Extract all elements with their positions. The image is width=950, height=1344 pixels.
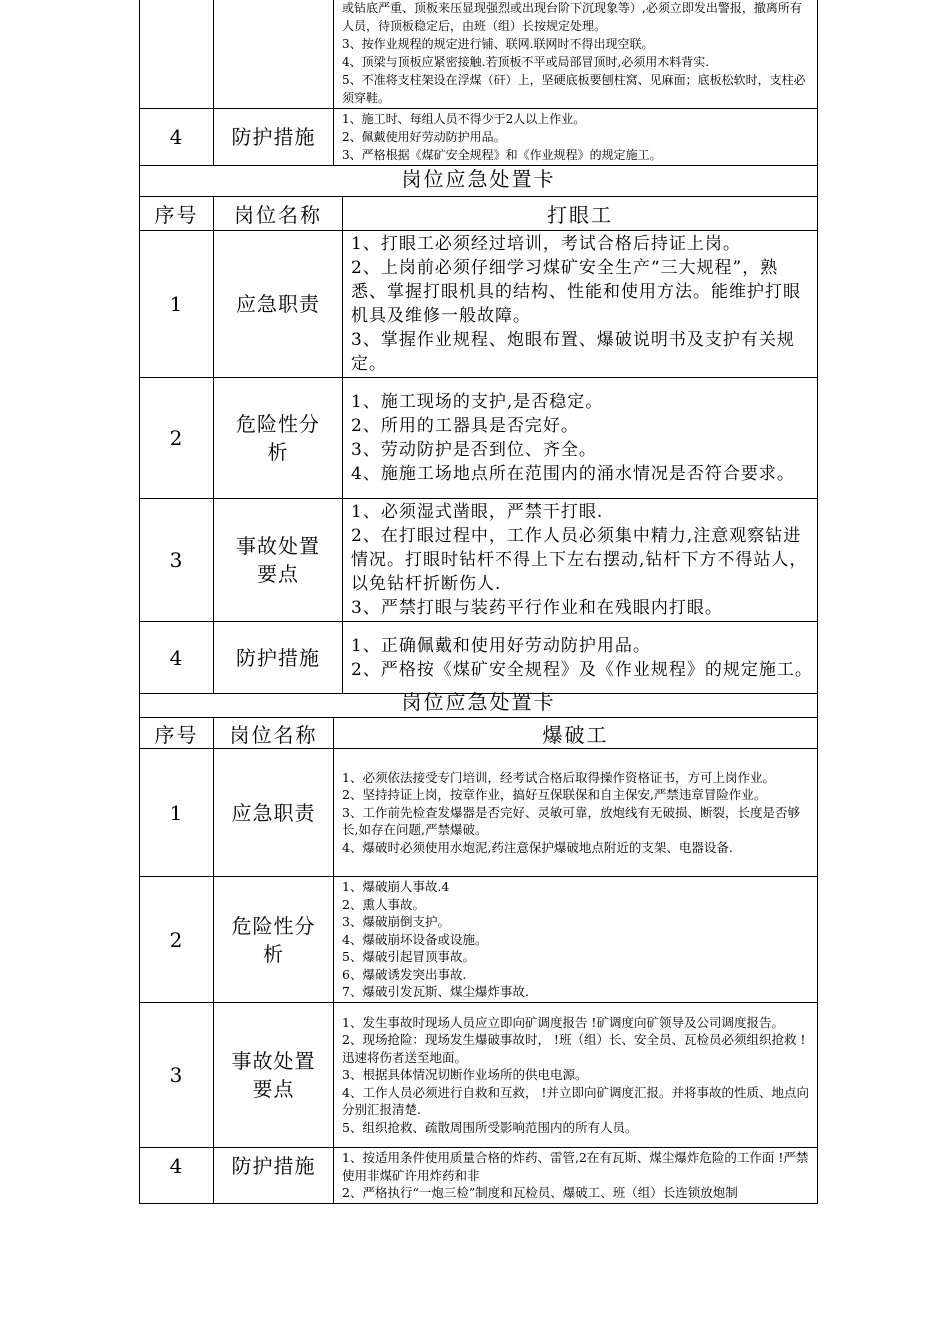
text-line: 1、正确佩戴和使用好劳动防护用品。	[351, 635, 651, 656]
measures-cell	[334, 0, 818, 109]
text-line: 2、在打眼过程中，工作人员必须集中精力,注意观察钻进情况。打眼时钻杆不得上下左右摆动,钻杆下方不得站人，以免钻杆折断伤人.	[351, 526, 808, 594]
text-line: 4、施施工场地点所在范围内的涌水情况是否符合要求。	[351, 464, 795, 484]
table-row	[140, 749, 818, 877]
table-row	[140, 0, 818, 109]
text-line: 2、严格执行“一炮三检”制度和瓦检员、爆破工、班（组）长连锁放炮制	[342, 1185, 738, 1200]
card-blaster	[139, 717, 818, 1204]
column-header-post: 岗位名称	[214, 718, 334, 749]
card-title: 岗位应急处置卡	[139, 688, 818, 717]
text-line: 2、熏人事故。	[342, 896, 425, 912]
post-cell	[214, 0, 334, 109]
row-content	[334, 877, 818, 1003]
text-line: 5、组织抢救、疏散周围所受影响范围内的所有人员。	[342, 1119, 638, 1135]
column-header-number: 序号	[140, 197, 214, 231]
row-number: 2	[140, 378, 214, 499]
text-line: 3、掌握作业规程、炮眼布置、爆破说明书及支护有关规定。	[351, 330, 795, 374]
card-title: 岗位应急处置卡	[139, 163, 818, 196]
row-label: 危险性分析	[214, 877, 334, 1003]
text-line: 2、坚持持证上岗，按章作业，搞好互保联保和自主保安,严禁违章冒险作业。	[342, 787, 767, 803]
row-label: 应急职责	[214, 749, 334, 877]
table-row	[140, 1003, 818, 1148]
row-label: 防护措施	[214, 109, 334, 166]
column-header-post: 岗位名称	[214, 197, 343, 231]
row-number: 3	[140, 1003, 214, 1148]
row-label: 危险性分析	[214, 378, 343, 499]
row-label: 事故处置要点	[214, 1003, 334, 1148]
text-line: 4、工作人员必须进行自救和互救， !并立即向矿调度汇报。并将事故的性质、地点向分别汇报清楚.	[342, 1084, 809, 1118]
row-number: 2	[140, 877, 214, 1003]
text-line: 3、工作前先检查发爆器是否完好、灵敏可靠，放炮线有无破损、断裂，长度是否够长,如存在问题,严禁爆破。	[342, 804, 800, 838]
row-content	[334, 1148, 818, 1204]
text-line: 4、爆破时必须使用水炮泥,药注意保护爆破地点附近的支架、电器设备.	[342, 839, 733, 855]
row-content	[334, 1003, 818, 1148]
row-content	[334, 749, 818, 877]
row-number: 4	[140, 622, 214, 694]
text-line: 4、爆破崩坏设备或设施。	[342, 931, 488, 947]
text-line: 2、现场抢险：现场发生爆破事故时， !班（组）长、安全员、瓦检员必须组织抢救 !迅速将伤者送至地面。	[342, 1032, 806, 1065]
text-line: 2、严格按《煤矿安全规程》及《作业规程》的规定施工。	[351, 659, 813, 680]
row-content	[343, 231, 818, 378]
table-row	[140, 622, 818, 694]
post-title: 爆破工	[334, 718, 818, 749]
post-title: 打眼工	[343, 197, 818, 231]
row-content	[343, 622, 818, 694]
text-line: 5、不准将支柱架设在浮煤（矸）上，坚硬底板要刨柱窝、见麻面；底板松软时，支柱必须穿鞋。	[342, 73, 806, 105]
row-number: 1	[140, 749, 214, 877]
text-line: 1、打眼工必须经过培训，考试合格后持证上岗。	[351, 234, 741, 254]
text-line: 3、根据具体情况切断作业场所的供电电源。	[342, 1067, 588, 1083]
row-number: 1	[140, 231, 214, 378]
table-row	[140, 231, 818, 378]
text-line: 7、爆破引发瓦斯、煤尘爆炸事故.	[342, 984, 529, 1000]
measures-cell	[334, 109, 818, 166]
row-content	[343, 378, 818, 499]
text-line: 1、施工时、每组人员不得少于2人以上作业。	[342, 112, 586, 126]
table-row	[140, 378, 818, 499]
column-header-number: 序号	[140, 718, 214, 749]
card-drill-operator	[139, 196, 818, 694]
text-line: 3、爆破崩倒支护。	[342, 914, 450, 930]
text-line: 2、上岗前必须仔细学习煤矿安全生产“三大规程”，熟悉、掌握打眼机具的结构、性能和使用方法。能维护打眼机具及维修一般故障。	[351, 258, 801, 326]
text-line: 6、爆破诱发突出事故.	[342, 966, 467, 982]
text-line: 5、爆破引起冒顶事故。	[342, 949, 475, 965]
text-line: 1、必须湿式凿眼，严禁干打眼.	[351, 502, 604, 522]
row-number: 3	[140, 499, 214, 622]
text-line: 3、严禁打眼与装药平行作业和在残眼内打眼。	[351, 598, 723, 618]
row-label: 防护措施	[214, 622, 343, 694]
text-line: 3、严格根据《煤矿安全规程》和《作业规程》的规定施工。	[342, 148, 662, 162]
text-line: 3、按作业规程的规定进行铺、联网.联网时不得出现空联。	[342, 37, 654, 51]
table-row	[140, 109, 818, 166]
row-label: 事故处置要点	[214, 499, 343, 622]
table-header-row	[140, 197, 818, 231]
text-line: 1、爆破崩人事故.4	[342, 879, 450, 895]
row-content	[343, 499, 818, 622]
text-line: 3、劳动防护是否到位、齐全。	[351, 440, 597, 460]
table-row	[140, 877, 818, 1003]
text-line: 2、佩戴使用好劳动防护用品。	[342, 130, 506, 144]
text-line: 1、施工现场的支护,是否稳定。	[351, 392, 604, 412]
row-number: 4	[140, 109, 214, 166]
row-label: 应急职责	[214, 231, 343, 378]
text-line: 1、发生事故时现场人员应立即向矿调度报告 !矿调度向矿领导及公司调度报告。	[342, 1014, 784, 1030]
previous-card-fragment	[139, 0, 818, 166]
row-label: 防护措施	[214, 1148, 334, 1204]
text-line: 2、所用的工器具是否完好。	[351, 416, 579, 436]
row-number	[140, 0, 214, 109]
table-row	[140, 1148, 818, 1204]
text-line: 1、必须依法接受专门培训，经考试合格后取得操作资格证书，方可上岗作业。	[342, 769, 775, 785]
row-number: 4	[140, 1148, 214, 1204]
text-line: 4、顶梁与顶板应紧密接触.若顶板不平或局部冒顶时,必须用木料背实.	[342, 55, 710, 69]
table-header-row	[140, 718, 818, 749]
table-row	[140, 499, 818, 622]
text-line: 或钻底严重、顶板来压显现强烈或出现台阶下沉现象等）,必须立即发出警报，撤离所有人员，待顶板稳定后，由班（组）长按规定处理。	[342, 1, 802, 33]
text-line: 1、按适用条件使用质量合格的炸药、雷管,2在有瓦斯、煤尘爆炸危险的工作面 !严禁使用非煤矿许用炸药和非	[342, 1150, 809, 1183]
